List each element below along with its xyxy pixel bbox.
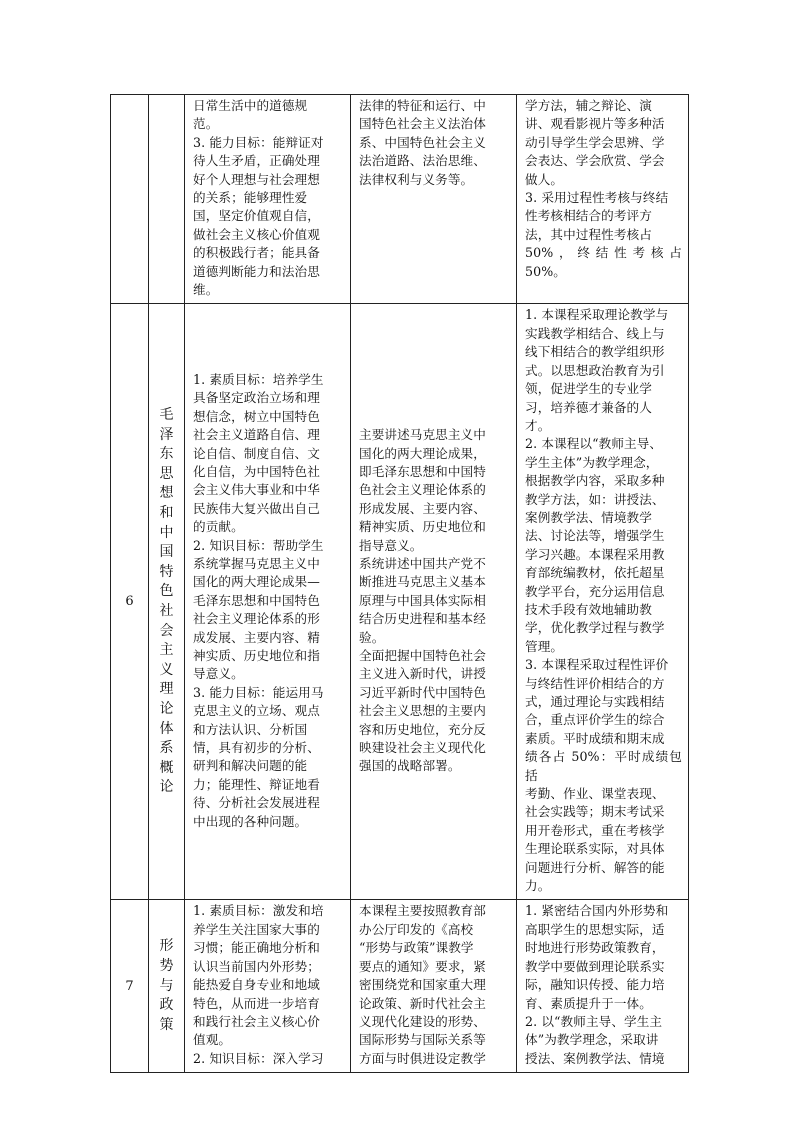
course-name-char: 概 xyxy=(159,759,174,776)
requirements-text: 1. 本课程采取理论教学与 实践教学相结合、线上与 线下相结合的教学组织形 式。以思想政治教育为引 领，促进学生的专业学 习，培养德才兼备的人 才。 2. 本课程以“教师主导、 学生主体”为教学理念， 根据教学内容，采取多种 教学方法，如：讲授法、 案例教学法、情境教学 法、讨论法等，增强学生 学习兴趣。本课程采用教 育部统编教材，依托超星 教学平台，充分运用信息 技术手段有效地辅助教 学，优化教学过程与教学 管理。 3. 本课程采取过程性评价 与终结性评价相结合的方 式，通过理论与实践相结 合，重点评价学生的综合 素质。平时成绩和期末成 绩各占 50%：平时成绩包括 考勤、作业、课堂表现、 社会实践等；期末考试采 用开卷形式，重在考核学 生理论联系实际，对具体 问题进行分析、解答的能 力。 xyxy=(525,307,682,894)
table-row xyxy=(111,95,689,304)
objectives-cell xyxy=(185,95,351,304)
course-name-char: 泽 xyxy=(159,426,174,443)
course-name-char: 会 xyxy=(159,622,174,639)
course-name-char: 论 xyxy=(159,779,174,796)
course-name-char: 国 xyxy=(159,544,174,561)
content-cell xyxy=(351,95,517,304)
course-name-char: 思 xyxy=(159,465,174,482)
course-name-char: 特 xyxy=(159,563,174,580)
row-number: 6 xyxy=(111,304,149,900)
course-name-char: 毛 xyxy=(159,407,174,424)
content-cell xyxy=(351,900,517,1073)
course-name-char: 策 xyxy=(159,1016,174,1033)
course-table xyxy=(110,94,689,1073)
course-name-char: 体 xyxy=(159,720,174,737)
requirements-cell xyxy=(517,900,689,1073)
course-name-char: 色 xyxy=(159,583,174,600)
course-name-char: 主 xyxy=(159,642,174,659)
requirements-text: 1. 紧密结合国内外形势和 高职学生的思想实际，适 时地进行形势政策教育， 教学中要做到理论联系实 际，融知识传授、能力培 育、素质提升于一体。 2. 以“教师主导、学生主 体”为教学理念，采取讲 授法、案例教学法、情境 xyxy=(525,903,669,1066)
course-name-char: 和 xyxy=(159,505,174,521)
course-name xyxy=(149,95,185,304)
requirements-cell xyxy=(517,304,689,900)
objectives-text: 日常生活中的道德规 范。 3. 能力目标：能辩证对 待人生矛盾，正确处理 好个人理想与社会理想 的关系；能够理性爱 国，坚定价值观自信， 做社会主义核心价值观 的积极践行者；能具备 道德判断能力和法治思 维。 xyxy=(193,98,324,298)
course-name-char: 社 xyxy=(159,602,174,619)
content-text: 主要讲述马克思主义中 国化的两大理论成果， 即毛泽东思想和中国特 色社会主义理论体系的 形成发展、主要内容、 精神实质、历史地位和 指导意义。 系统讲述中国共产党不 断推进马克思主义基本 原理与中国具体实际相 结合历史进程和基本经 验。 全面把握中国特色社会 主义进入新时代，讲授 习近平新时代中国特色 社会主义思想的主要内 容和历史地位，充分反 映建设社会主义现代化 强国的战略部署。 xyxy=(359,427,486,774)
course-name-char: 东 xyxy=(159,446,174,463)
objectives-text: 1. 素质目标：培养学生 具备坚定政治立场和理 想信念，树立中国特色 社会主义道路自信、理 论自信、制度自信、文 化自信，为中国特色社 会主义伟大事业和中华 民族伟大复兴做出自己 的贡献。 2. 知识目标：帮助学生 系统掌握马克思主义中 国化的两大理论成果— 毛泽东思想和中国特色 社会主义理论体系的形 成发展、主要内容、精 神实质、历史地位和指 导意义。 3. 能力目标：能运用马 克思主义的立场、观点 和方法认识、分析国 情，具有初步的分析、 研判和解决问题的能 力；能理性、辩证地看 待、分析社会发展进程 中出现的各种问题。 xyxy=(193,371,324,829)
objectives-cell xyxy=(185,900,351,1073)
requirements-text: 学方法，辅之辩论、演 讲、观看影视片等多种活 动引导学生学会思辨、学 会表达、学会欣赏、学会 做人。 3. 采用过程性考核与终结 性考核相结合的考评方 法，其中过程性考核占 50%，终结性考核占 50%。 xyxy=(525,98,682,279)
content-cell xyxy=(351,304,517,900)
course-name-char: 形 xyxy=(159,938,174,955)
table-row xyxy=(111,304,689,900)
course-name xyxy=(149,304,185,900)
content-text: 法律的特征和运行、中 国特色社会主义法治体 系、中国特色社会主义 法治道路、法治思维、 法律权利与义务等。 xyxy=(359,98,486,187)
course-name-char: 中 xyxy=(159,524,174,541)
row-number: 7 xyxy=(111,900,149,1073)
course-name-char: 政 xyxy=(159,997,174,1014)
course-name-char: 论 xyxy=(159,700,174,717)
row-number xyxy=(111,95,149,304)
course-name-text xyxy=(149,937,184,1035)
course-name-char: 与 xyxy=(159,977,174,994)
course-name-char: 理 xyxy=(159,681,174,698)
course-name-text xyxy=(149,406,184,798)
course-name-char: 系 xyxy=(159,740,174,757)
course-name-char: 势 xyxy=(159,957,174,974)
objectives-text: 1. 素质目标：激发和培 养学生关注国家大事的 习惯；能正确地分析和 认识当前国内外形势； 能热爱自身专业和地域 特色，从而进一步培育 和践行社会主义核心价 值观。 2. 知识目标：深入学习 xyxy=(193,903,324,1066)
table-row xyxy=(111,900,689,1073)
requirements-cell xyxy=(517,95,689,304)
course-name-char: 想 xyxy=(159,485,174,502)
objectives-cell xyxy=(185,304,351,900)
course-name-char: 义 xyxy=(159,661,174,678)
course-name xyxy=(149,900,185,1073)
content-text: 本课程主要按照教育部 办公厅印发的《高校 “形势与政策”课教学 要点的通知》要求，紧 密围绕党和国家重大理 论政策、新时代社会主 义现代化建设的形势、 国际形势与国际关系等 方面与时俱进设定教学 xyxy=(359,903,486,1066)
